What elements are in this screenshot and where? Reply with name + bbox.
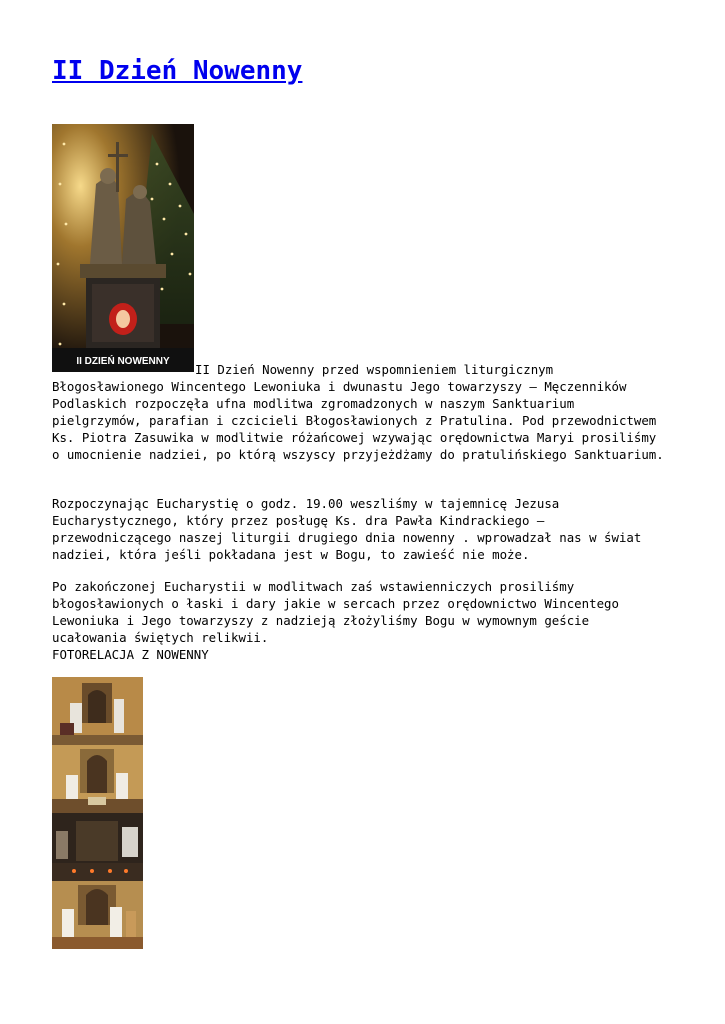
featured-image xyxy=(52,124,194,372)
gallery-thumbnail[interactable] xyxy=(52,813,143,881)
gallery-thumbnail[interactable] xyxy=(52,677,143,745)
paragraph-2: Rozpoczynając Eucharystię o godz. 19.00 weszliśmy w tajemnicę Jezusa Eucharystycznego, który przez posługę Ks. dra Pawła Kindrackiego – przewodniczącego naszej liturgii drugiego dnia nowenny . wprowadzał nas w świat nadziei, która jeśli pokładana jest w Bogu, to zawieść nie może. xyxy=(52,496,649,562)
paragraph-1: II Dzień Nowenny przed wspomnieniem liturgicznym Błogosławionego Wincentego Lewoniuka i dwunastu Jego towarzyszy – Męczenników Podlaskich rozpoczęła ufna modlitwa zgromadzonych w naszym Sanktuarium pielgrzymów, parafian i czcicieli Błogosławionych z Pratulina. Pod przewodnictwem Ks. Piotra Zasuwika w modlitwie różańcowej wzywając orędownictwa Maryi prosiliśmy o umocnienie nadziei, po którą wszyscy przyjeżdżamy do pratulińskiego Sanktuarium. xyxy=(52,362,664,462)
gallery-label: FOTORELACJA Z NOWENNY xyxy=(52,647,209,662)
relic-statue-photo xyxy=(52,124,194,372)
paragraph-3: Po zakończonej Eucharystii w modlitwach zaś wstawienniczych prosiliśmy błogosławionych o łaski i dary jakie w sercach przez orędownictwo Wincentego Lewoniuka i Jego towarzyszy z nadzieją złożyliśmy Bogu w wymownym geście ucałowania świętych relikwii. xyxy=(52,579,627,645)
post-title-link[interactable]: II Dzień Nowenny xyxy=(52,56,303,86)
post-title xyxy=(52,56,302,86)
photo-gallery xyxy=(52,677,143,949)
gallery-thumbnail[interactable] xyxy=(52,881,143,949)
image-caption: II DZIEŃ NOWENNY xyxy=(76,356,170,367)
gallery-thumbnail[interactable] xyxy=(52,745,143,813)
